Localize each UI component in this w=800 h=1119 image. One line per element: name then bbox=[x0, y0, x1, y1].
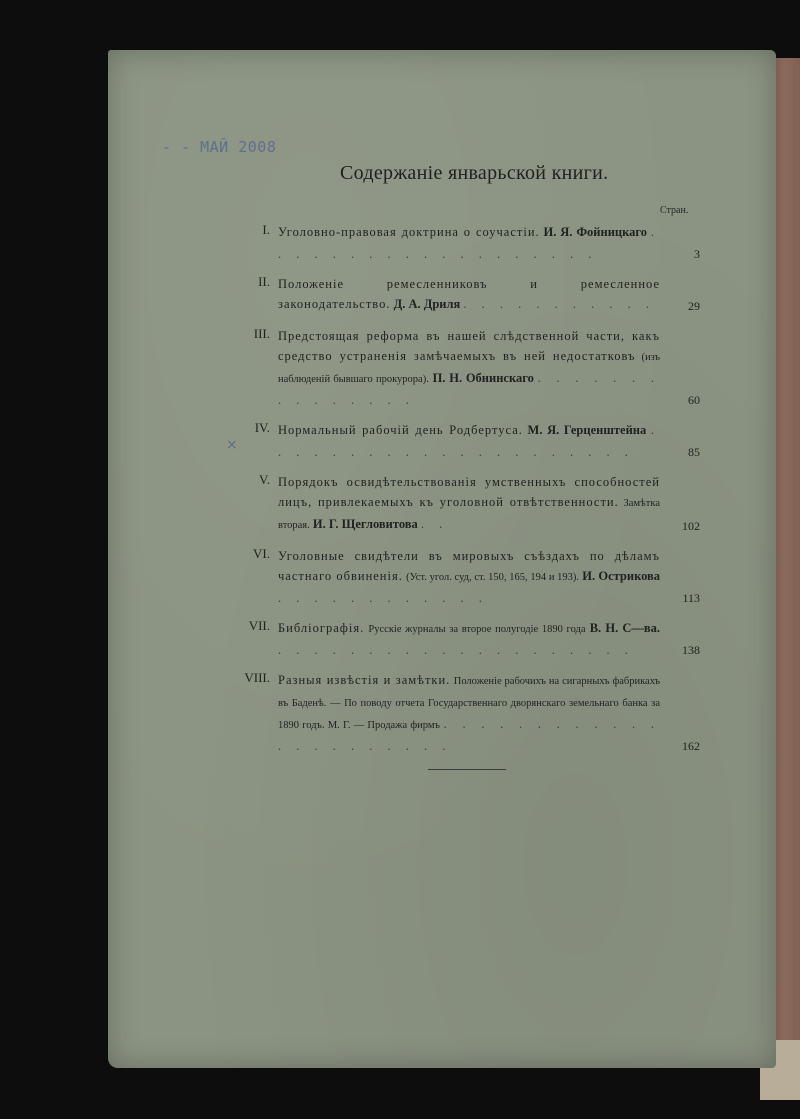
entry-page: 113 bbox=[682, 591, 700, 605]
entry-body bbox=[278, 472, 660, 536]
leader-dots: . . . . . . . . . . . . . . . . . . . . . . bbox=[278, 717, 661, 753]
entry-body bbox=[278, 326, 660, 410]
entry-number: V. bbox=[259, 472, 270, 487]
entry-author: П. Н. Обнинскаго bbox=[432, 371, 534, 385]
entry-number: VII. bbox=[248, 618, 270, 633]
toc-entry bbox=[240, 472, 700, 536]
entry-title: Положеніе ремесленниковъ и ремесленное законодательство. bbox=[278, 277, 660, 311]
toc-entry bbox=[240, 670, 700, 756]
entry-title: Предстоящая реформа въ нашей слѣдственной части, какъ средство устраненія замѣчаемыхъ въ ней недостатковъ bbox=[278, 329, 660, 363]
entry-author: В. Н. С—ва. bbox=[589, 621, 661, 635]
page-title: Содержаніе январьской книги. bbox=[340, 162, 609, 184]
entry-detail: (Уст. угол. суд, ст. 150, 165, 194 и 193). bbox=[406, 572, 580, 583]
leader-dots: . . . . . . . . . . . bbox=[463, 297, 656, 311]
margin-mark: × bbox=[226, 437, 238, 453]
entry-number: I. bbox=[262, 222, 270, 237]
toc-entry bbox=[240, 222, 700, 264]
toc-entry bbox=[240, 326, 700, 410]
entry-body bbox=[278, 420, 660, 462]
entry-detail: Замѣтка вторая. bbox=[278, 498, 660, 531]
entry-body bbox=[278, 274, 660, 316]
toc-entry bbox=[240, 420, 700, 462]
entry-number: IV. bbox=[254, 420, 270, 435]
entry-title: Библіографія. bbox=[278, 621, 365, 635]
leader-dots: . . bbox=[420, 517, 449, 531]
entry-number: III. bbox=[253, 326, 270, 341]
leader-dots: . . . . . . . . . . . . bbox=[278, 591, 488, 605]
entry-title: Порядокъ освидѣтельствованія умственныхъ способностей лицъ, привлекаемыхъ къ уголовной отвѣтственности. bbox=[278, 475, 660, 509]
entry-page: 29 bbox=[688, 299, 700, 313]
entry-title: Разныя извѣстія и замѣтки. bbox=[278, 673, 451, 687]
entry-author: Д. А. Дриля bbox=[393, 297, 461, 311]
closing-rule bbox=[428, 769, 506, 770]
entry-author: М. Я. Герценштейна bbox=[527, 423, 647, 437]
entry-page: 162 bbox=[682, 739, 700, 753]
entry-title: Уголовные свидѣтели въ мировыхъ съѣздахъ по дѣламъ частнаго обвиненія. bbox=[278, 549, 660, 583]
entry-body bbox=[278, 618, 660, 660]
toc-entry bbox=[240, 618, 700, 660]
toc-entry bbox=[240, 546, 700, 608]
leader-dots: . . . . . . . . . . . . . . . . . . . . bbox=[278, 643, 634, 657]
entry-author: И. Г. Щегловитова bbox=[312, 517, 418, 531]
entry-detail: Русскіе журналы за второе полугодіе 1890 года bbox=[368, 624, 586, 635]
leader-dots: . . . . . . . . . . . . . . . . . . . . . bbox=[278, 423, 660, 459]
entry-page: 3 bbox=[694, 247, 700, 261]
entry-number: VIII. bbox=[244, 670, 270, 685]
entry-page: 102 bbox=[682, 519, 700, 533]
entry-author: И. Острикова bbox=[582, 569, 661, 583]
table-of-contents bbox=[240, 222, 700, 766]
toc-entry bbox=[240, 274, 700, 316]
entry-title: Уголовно-правовая доктрина о соучастіи. bbox=[278, 225, 540, 239]
entry-page: 60 bbox=[688, 393, 700, 407]
entry-detail: (изъ наблюденій бывшаго прокурора). bbox=[278, 352, 660, 385]
entry-body bbox=[278, 546, 660, 608]
entry-page: 138 bbox=[682, 643, 700, 657]
entry-page: 85 bbox=[688, 445, 700, 459]
entry-detail: Положеніе рабочихъ на сигарныхъ фабрикахъ въ Баденѣ. — По поводу отчета Государственнаго дворянскаго земельнаго банка за 1890 годъ. М. Г. — Продажа фирмъ bbox=[278, 676, 660, 731]
entry-title: Нормальный рабочій день Родбертуса. bbox=[278, 423, 523, 437]
leader-dots: . . . . . . . . . . . . . . . bbox=[278, 371, 661, 407]
date-stamp: - - МАЙ 2008 bbox=[162, 138, 277, 156]
entry-number: II. bbox=[258, 274, 270, 289]
entry-author: И. Я. Фойницкаго bbox=[543, 225, 647, 239]
pages-column-header: Стран. bbox=[660, 205, 689, 216]
entry-body bbox=[278, 222, 660, 264]
entry-number: VI. bbox=[253, 546, 270, 561]
entry-body bbox=[278, 670, 660, 756]
leader-dots: . . . . . . . . . . . . . . . . . . . bbox=[278, 225, 661, 261]
